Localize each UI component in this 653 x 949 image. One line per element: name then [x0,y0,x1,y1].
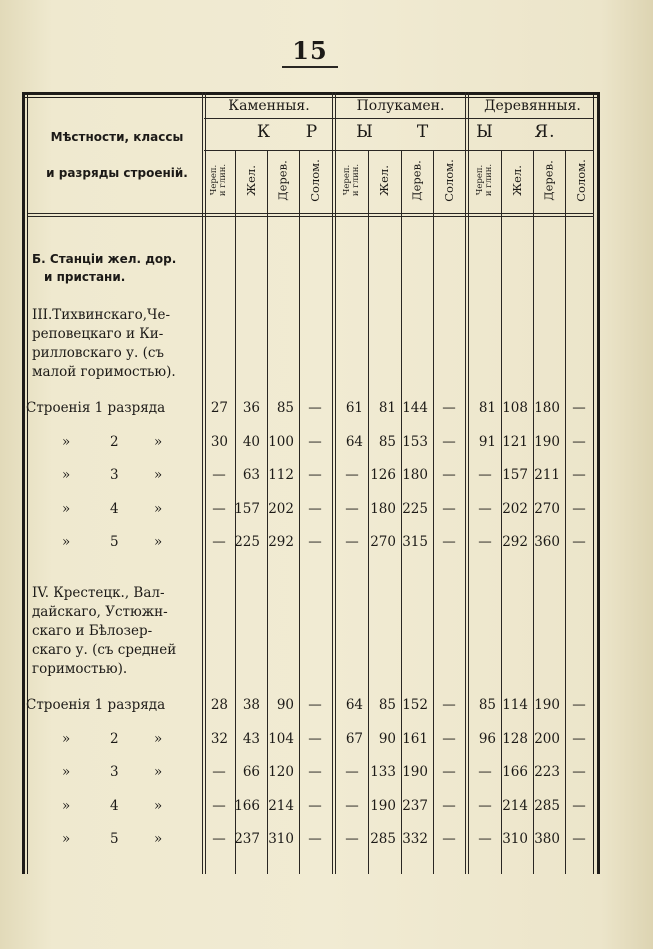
table-cell: 32 [210,730,228,747]
table-cell: — [572,797,586,814]
section-b-title [32,250,204,286]
row-class-number: 2 [110,730,119,747]
table-cell: 27 [210,400,228,416]
row-ditto-mark: » [62,500,71,517]
table-cell: 66 [242,764,260,781]
table-cell: 211 [534,467,560,484]
table-cell: 114 [502,697,528,713]
table-cell: 61 [345,400,363,416]
table-cell: — [442,433,456,450]
subheader-tile-clay [343,164,361,196]
table-cell: — [345,534,359,551]
table-cell: 126 [370,467,396,484]
row-ditto-mark: » [154,764,163,781]
table-cell: 85 [478,697,496,713]
table-cell: 225 [402,500,428,517]
page-number-rule [282,66,338,68]
table-frame-top [22,92,600,95]
table-cell: — [345,467,359,484]
table-cell: 128 [502,730,528,747]
row-ditto-mark: » [154,797,163,814]
table-cell: — [308,831,322,848]
subheader-column [433,152,465,208]
table-cell: 166 [502,764,528,781]
header-roof-letter: Т [416,122,430,142]
row-ditto-mark: » [62,467,71,484]
table-cell: 30 [210,433,228,450]
table-cell: 190 [534,433,560,450]
subheader-straw: Солом. [441,158,456,202]
table-cell: — [572,697,586,713]
table-cell: 285 [534,797,560,814]
header-roof-letter: Р [305,122,319,142]
table-cell: 292 [268,534,294,551]
table-cell: 100 [268,433,294,450]
table-cell: 144 [402,400,428,416]
table-cell: — [308,730,322,747]
subheader-column [368,152,400,208]
row-ditto-mark: » [62,730,71,747]
subheader-tile-line2: и глин. [484,163,495,197]
header-group-semistone: Полукамен. [356,98,445,114]
table-cell: — [572,500,586,517]
table-cell: — [212,797,226,814]
table-cell: 180 [534,400,560,416]
table-frame-right [597,92,600,874]
table-cell: 121 [502,433,528,450]
table-cell: 40 [242,433,260,450]
table-cell: 214 [502,797,528,814]
table-cell: 214 [268,797,294,814]
table-cell: 237 [402,797,428,814]
row-class-number: 4 [110,500,119,517]
row-label [26,400,206,416]
label-column-divider [202,92,206,874]
table-cell: — [212,500,226,517]
table-cell: 81 [378,400,396,416]
row-class-number: 3 [110,764,119,781]
table-cell: — [478,831,492,848]
row-class-number: 3 [110,467,119,484]
table-cell: 152 [402,697,428,713]
table-cell: 43 [242,730,260,747]
table-cell: — [442,764,456,781]
table-cell: — [308,697,322,713]
row-label [26,697,206,713]
table-cell: — [442,400,456,416]
table-cell: 36 [242,400,260,416]
subheader-column [533,152,565,208]
group-iv-title-line: скаго у. (съ средней [32,642,177,658]
row-class-number: 4 [110,797,119,814]
row-ditto-mark: » [62,831,71,848]
subheader-wood: Дерев. [541,159,556,201]
row-class-number: 5 [110,831,119,848]
table-cell: 90 [378,730,396,747]
row-ditto-mark: » [154,831,163,848]
table-cell: 91 [478,433,496,450]
group-iii-title-line: малой горимостью). [32,364,176,380]
header-roof-letter: Ы [476,122,494,142]
table-cell: 153 [402,433,428,450]
table-cell: 120 [268,764,294,781]
row-ditto-mark: » [62,764,71,781]
table-cell: — [345,764,359,781]
subheader-column [565,152,597,208]
table-cell: 190 [370,797,396,814]
table-cell: — [442,797,456,814]
table-cell: 90 [276,697,294,713]
header-roof-letter: Я. [534,122,556,142]
table-cell: 104 [268,730,294,747]
subheader-tile-clay [476,164,494,196]
subheader-tile-clay [210,164,228,196]
table-cell: 67 [345,730,363,747]
table-cell: — [442,500,456,517]
table-cell: 63 [242,467,260,484]
table-cell: — [212,764,226,781]
table-cell: — [345,797,359,814]
header-group-stone: Каменныя. [228,98,310,114]
table-cell: — [478,500,492,517]
section-b-title-line2: и пристани. [44,270,126,284]
table-cell: — [442,534,456,551]
table-cell: 64 [345,433,363,450]
row-ditto-mark: » [62,534,71,551]
row-ditto-mark: » [154,730,163,747]
table-cell: 332 [402,831,428,848]
row-label-text: Строенія 1 разряда [26,697,166,713]
subheader-column [267,152,299,208]
row-ditto-mark: » [154,433,163,450]
header-rule-bottom-double [28,216,594,217]
row-label-text: Строенія 1 разряда [26,400,166,416]
header-group-wood: Деревянныя. [484,98,581,114]
header-roof-letter: Ы [356,122,374,142]
subheader-tile-line2: и глин. [351,163,362,197]
subcol-divider [565,150,566,874]
table-cell: — [308,433,322,450]
group-iv-title-line: IV. Крестецк., Вал- [32,585,165,601]
table-cell: 64 [345,697,363,713]
rate-table [22,92,600,874]
table-cell: — [572,831,586,848]
header-roof-letter: К [256,122,272,142]
group-iv-title-line: дайскаго, Устюжн- [32,604,168,620]
table-cell: — [572,534,586,551]
table-cell: 157 [234,500,260,517]
subheader-tile-line1: Череп. [342,164,353,196]
subheader-column [336,152,368,208]
row-ditto-mark: » [154,467,163,484]
table-cell: 180 [402,467,428,484]
subheader-column [235,152,267,208]
table-cell: 360 [534,534,560,551]
table-cell: — [308,764,322,781]
subheader-iron: Жел. [376,164,391,196]
header-locality-line1: Мѣстности, классы [50,130,184,144]
table-cell: 85 [276,400,294,416]
row-class-number: 2 [110,433,119,450]
table-cell: 190 [534,697,560,713]
table-cell: — [442,730,456,747]
table-cell: 85 [378,433,396,450]
table-cell: — [308,534,322,551]
table-cell: 380 [534,831,560,848]
table-cell: — [572,467,586,484]
header-locality-line2: и разряды строеній. [46,166,188,180]
subcol-divider [433,150,434,874]
subheader-tile-line1: Череп. [475,164,486,196]
subheader-column [469,152,501,208]
subcol-divider [299,150,300,874]
table-cell: 112 [268,467,294,484]
table-cell: 133 [370,764,396,781]
table-cell: 202 [268,500,294,517]
section-b-title-line1: Б. Станціи жел. дор. [32,252,177,266]
subheader-iron: Жел. [509,164,524,196]
table-cell: — [442,831,456,848]
group-iii-title-line: реповецкаго и Ки- [32,326,164,342]
group-iv-title-line: скаго и Бѣлозер- [32,623,153,639]
subheader-tile-line2: и глин. [218,163,229,197]
table-cell: — [572,400,586,416]
table-cell: 310 [268,831,294,848]
table-frame-right-inner [593,92,594,874]
table-cell: — [345,500,359,517]
table-cell: — [478,467,492,484]
table-cell: — [478,534,492,551]
table-cell: — [442,467,456,484]
table-cell: — [478,764,492,781]
group-divider-2 [465,92,469,874]
table-cell: 108 [502,400,528,416]
table-cell: — [308,400,322,416]
subheader-tile-line1: Череп. [209,164,220,196]
table-cell: 96 [478,730,496,747]
header-rule-bottom [28,213,594,214]
table-cell: — [308,500,322,517]
group-iv-title-line: горимостью). [32,661,128,677]
table-frame-left-inner [27,92,28,874]
group-divider-1 [332,92,336,874]
subheader-straw: Солом. [307,158,322,202]
table-cell: 157 [502,467,528,484]
table-cell: 85 [378,697,396,713]
group-iii-title [32,306,204,382]
table-cell: — [442,697,456,713]
table-cell: 200 [534,730,560,747]
table-cell: — [478,797,492,814]
group-iv-title [32,584,204,679]
row-ditto-mark: » [62,433,71,450]
table-cell: — [308,797,322,814]
table-cell: 166 [234,797,260,814]
subheader-straw: Солом. [573,158,588,202]
table-cell: 161 [402,730,428,747]
row-ditto-mark: » [154,500,163,517]
table-cell: — [308,467,322,484]
table-frame-left [22,92,25,874]
table-cell: 190 [402,764,428,781]
table-cell: — [572,433,586,450]
table-cell: 270 [370,534,396,551]
table-cell: 180 [370,500,396,517]
table-cell: 223 [534,764,560,781]
table-cell: 285 [370,831,396,848]
header-rule-krysha [204,150,594,151]
subheader-column [501,152,533,208]
table-cell: 292 [502,534,528,551]
row-ditto-mark: » [62,797,71,814]
table-cell: 310 [502,831,528,848]
table-cell: — [572,764,586,781]
table-cell: 237 [234,831,260,848]
table-cell: — [572,730,586,747]
subheader-column [203,152,235,208]
header-rule-groups [204,118,594,119]
page-number: 15 [292,36,328,65]
table-cell: 202 [502,500,528,517]
subheader-wood: Дерев. [275,159,290,201]
subheader-column [299,152,331,208]
table-cell: 270 [534,500,560,517]
group-iii-title-line: III.Тихвинскаго,Че- [32,307,171,323]
group-iii-title-line: рилловскаго у. (съ [32,345,165,361]
table-cell: — [212,831,226,848]
table-cell: 225 [234,534,260,551]
table-cell: — [345,831,359,848]
subheader-column [401,152,433,208]
row-class-number: 5 [110,534,119,551]
table-cell: — [212,467,226,484]
subheader-wood: Дерев. [409,159,424,201]
row-ditto-mark: » [154,534,163,551]
subheader-iron: Жел. [243,164,258,196]
table-cell: 38 [242,697,260,713]
table-cell: — [212,534,226,551]
table-cell: 28 [210,697,228,713]
table-cell: 81 [478,400,496,416]
table-cell: 315 [402,534,428,551]
